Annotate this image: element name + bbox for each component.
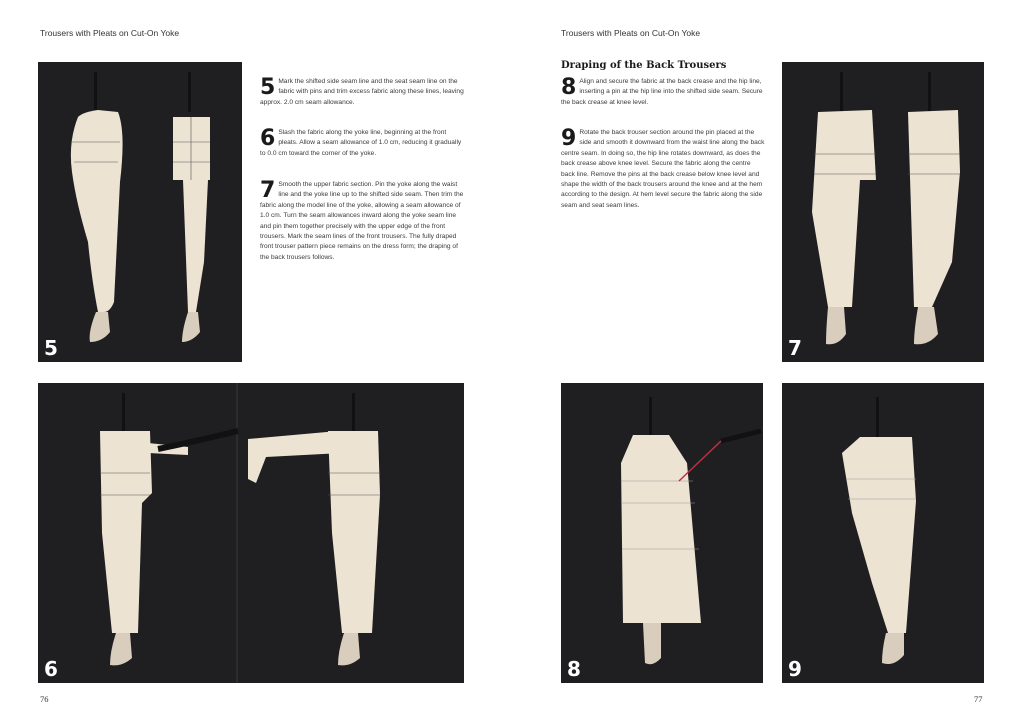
photo-8-illustration [561, 383, 763, 683]
left-running-head: Trousers with Pleats on Cut-On Yoke [40, 28, 180, 38]
step-6-number: 6 [260, 126, 276, 151]
step-9 [561, 128, 765, 211]
photo-6-number: 6 [44, 657, 58, 681]
step-8 [561, 77, 765, 108]
photo-9 [782, 383, 984, 683]
photo-6-illustration [38, 383, 464, 683]
step-6 [260, 128, 464, 159]
photo-9-number: 9 [788, 657, 802, 681]
step-7-number: 7 [260, 178, 276, 203]
photo-5 [38, 62, 242, 362]
photo-5-illustration [38, 62, 242, 362]
photo-5-number: 5 [44, 336, 58, 360]
step-5-number: 5 [260, 75, 276, 100]
step-9-number: 9 [561, 126, 577, 151]
photo-6 [38, 383, 464, 683]
step-7-text: Smooth the upper fabric section. Pin the yoke along the waist line and the yoke line up to the shifted side seam. Then trim the fabric along the model line of the yoke, allowing a seam allowance of 1.0 cm. Turn the seam allowances inward along the yoke seam line and pin them together precisely with the upper edge of the front trousers. Mark the seam lines of the front trousers. The fully draped front trouser pattern piece remains on the dress form; the draping of the back trousers follows. [260, 181, 464, 261]
photo-7 [782, 62, 984, 362]
left-folio: 76 [40, 694, 49, 704]
photo-7-number: 7 [788, 336, 802, 360]
photo-9-illustration [782, 383, 984, 683]
section-heading: Draping of the Back Trousers [561, 60, 727, 71]
step-6-text: Slash the fabric along the yoke line, beginning at the front pleats. Allow a seam allowance of 1.0 cm, reducing it gradually to 0.0 cm toward the corner of the yoke. [260, 129, 462, 157]
step-5 [260, 77, 464, 108]
step-5-text: Mark the shifted side seam line and the seat seam line on the fabric with pins and trim excess fabric along these lines, leaving approx. 2.0 cm seam allowance. [260, 78, 464, 106]
right-folio: 77 [974, 694, 983, 704]
step-8-text: Align and secure the fabric at the back crease and the hip line, inserting a pin at the hip line into the shifted side seam. Secure the back crease at knee level. [561, 78, 763, 106]
photo-7-illustration [782, 62, 984, 362]
step-8-number: 8 [561, 75, 577, 100]
right-running-head: Trousers with Pleats on Cut-On Yoke [561, 28, 701, 38]
step-7 [260, 180, 464, 263]
step-9-text: Rotate the back trouser section around the pin placed at the side and smooth it downward from the waist line along the back centre seam. In doing so, the hip line rotates downward, as does the back crease above knee level. Secure the fabric along the centre back line. Remove the pins at the back crease below knee level and shape the width of the back trousers around the knee and at the hem according to the design. At hem level secure the fabric along the side seam and seat seam lines. [561, 129, 765, 209]
photo-8-number: 8 [567, 657, 581, 681]
photo-8 [561, 383, 763, 683]
